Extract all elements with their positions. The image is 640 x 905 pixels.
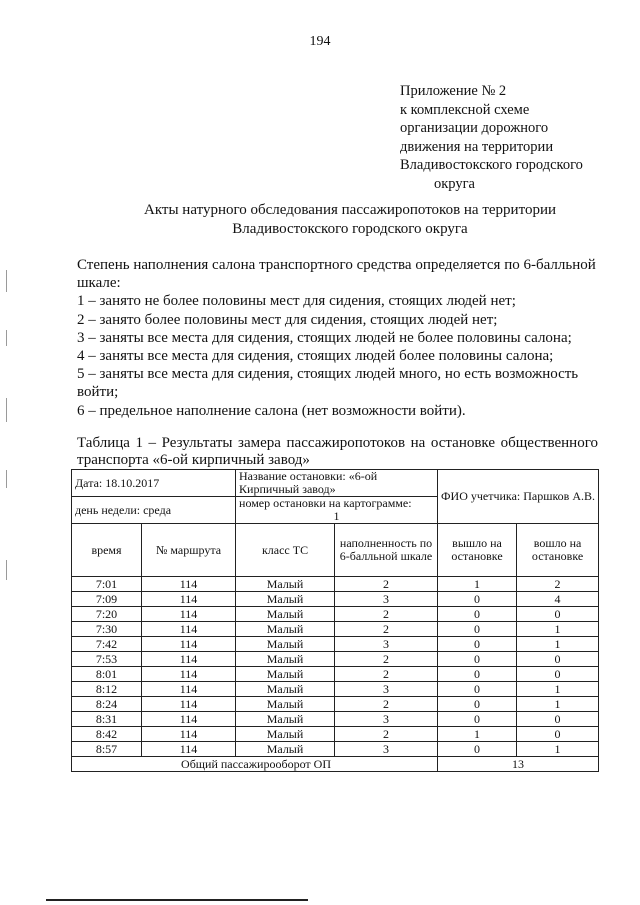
boarded-cell: 0 — [517, 667, 599, 682]
scan-margin-mark — [6, 560, 7, 580]
vehicle-class-cell: Малый — [236, 577, 335, 592]
table-row — [72, 712, 599, 727]
boarded-cell: 4 — [517, 592, 599, 607]
passenger-flow-table — [71, 469, 599, 772]
appendix-title: Приложение № 2 — [400, 83, 507, 99]
column-header-route: № маршрута — [142, 524, 236, 577]
time-cell: 8:01 — [72, 667, 142, 682]
vehicle-class-cell: Малый — [236, 727, 335, 742]
document-title-line: Владивостокского городского округа — [232, 220, 468, 237]
time-cell: 8:24 — [72, 697, 142, 712]
route-cell: 114 — [142, 727, 236, 742]
boarded-cell: 1 — [517, 622, 599, 637]
map-number-value: 1 — [333, 509, 340, 523]
document-title — [60, 201, 640, 238]
fill-level-cell: 2 — [335, 727, 438, 742]
table-caption-line: Таблица 1 – Результаты замера пассажиропотоков на остановке общественного — [77, 435, 598, 451]
vehicle-class-cell: Малый — [236, 637, 335, 652]
alighted-cell: 0 — [438, 652, 517, 667]
scan-margin-mark — [6, 398, 7, 422]
appendix-heading — [400, 82, 600, 193]
route-cell: 114 — [142, 577, 236, 592]
vehicle-class-cell: Малый — [236, 622, 335, 637]
route-cell: 114 — [142, 622, 236, 637]
scale-line: шкале: — [77, 275, 121, 292]
table-row — [72, 727, 599, 742]
vehicle-class-cell: Малый — [236, 682, 335, 697]
survey-date: Дата: 18.10.2017 — [72, 470, 236, 497]
fill-level-cell: 3 — [335, 712, 438, 727]
table-caption-line: транспорта «6-ой кирпичный завод» — [77, 452, 310, 468]
table-row — [72, 742, 599, 757]
table-row — [72, 637, 599, 652]
vehicle-class-cell: Малый — [236, 667, 335, 682]
time-cell: 8:12 — [72, 682, 142, 697]
boarded-cell: 0 — [517, 727, 599, 742]
route-cell: 114 — [142, 592, 236, 607]
scale-line: 6 – предельное наполнение салона (нет возможности войти). — [77, 402, 466, 419]
alighted-cell: 0 — [438, 667, 517, 682]
stop-name: Название остановки: «6-ой Кирпичный завод» — [236, 470, 438, 497]
scale-line: Степень наполнения салона транспортного средства определяется по 6-балльной — [77, 257, 596, 273]
boarded-cell: 1 — [517, 742, 599, 757]
route-cell: 114 — [142, 667, 236, 682]
vehicle-class-cell: Малый — [236, 712, 335, 727]
table-row — [72, 652, 599, 667]
scan-margin-mark — [6, 330, 7, 346]
route-cell: 114 — [142, 607, 236, 622]
alighted-cell: 0 — [438, 607, 517, 622]
fill-level-cell: 2 — [335, 622, 438, 637]
vehicle-class-cell: Малый — [236, 592, 335, 607]
boarded-cell: 1 — [517, 697, 599, 712]
alighted-cell: 0 — [438, 592, 517, 607]
scale-line: 4 – заняты все места для сидения, стоящих людей более половины салона; — [77, 348, 554, 365]
alighted-cell: 0 — [438, 712, 517, 727]
table-row — [72, 667, 599, 682]
table-row — [72, 697, 599, 712]
route-cell: 114 — [142, 637, 236, 652]
map-number-cell — [236, 497, 438, 524]
fill-level-cell: 3 — [335, 682, 438, 697]
column-header-fill-level: наполненность по 6-балльной шкале — [335, 524, 438, 577]
time-cell: 8:57 — [72, 742, 142, 757]
total-label: Общий пассажирооборот ОП — [72, 757, 438, 772]
alighted-cell: 0 — [438, 742, 517, 757]
appendix-line: к комплексной схеме — [400, 101, 530, 118]
route-cell: 114 — [142, 682, 236, 697]
time-cell: 7:01 — [72, 577, 142, 592]
alighted-cell: 0 — [438, 682, 517, 697]
alighted-cell: 1 — [438, 577, 517, 592]
boarded-cell: 1 — [517, 637, 599, 652]
vehicle-class-cell: Малый — [236, 607, 335, 622]
scale-line: 2 – занято более половины мест для сидения, стоящих людей нет; — [77, 311, 498, 328]
table-row — [72, 682, 599, 697]
time-cell: 8:42 — [72, 727, 142, 742]
alighted-cell: 0 — [438, 622, 517, 637]
appendix-line: организации дорожного — [400, 120, 549, 136]
table-row — [72, 607, 599, 622]
scan-margin-mark — [6, 270, 7, 292]
scale-line: 5 – заняты все места для сидения, стоящих людей много, но есть возможность — [77, 366, 579, 383]
fill-level-cell: 2 — [335, 697, 438, 712]
total-value: 13 — [438, 757, 599, 772]
fill-level-cell: 2 — [335, 652, 438, 667]
time-cell: 7:20 — [72, 607, 142, 622]
table-header-row — [72, 524, 599, 577]
total-row — [72, 757, 599, 772]
table-row — [72, 592, 599, 607]
boarded-cell: 1 — [517, 682, 599, 697]
vehicle-class-cell: Малый — [236, 697, 335, 712]
time-cell: 7:30 — [72, 622, 142, 637]
page-number: 194 — [309, 34, 331, 49]
scan-margin-mark — [6, 470, 7, 488]
fill-level-cell: 3 — [335, 592, 438, 607]
alighted-cell: 1 — [438, 727, 517, 742]
fill-scale-description — [77, 256, 607, 420]
vehicle-class-cell: Малый — [236, 742, 335, 757]
route-cell: 114 — [142, 697, 236, 712]
time-cell: 7:42 — [72, 637, 142, 652]
table-body — [72, 577, 599, 757]
boarded-cell: 0 — [517, 652, 599, 667]
alighted-cell: 0 — [438, 637, 517, 652]
map-number-label: номер остановки на картограмме: — [239, 496, 412, 510]
observer-name: ФИО учетчика: Паршков А.В. — [438, 470, 599, 524]
scale-line: 1 – занято не более половины мест для сидения, стоящих людей нет; — [77, 293, 516, 310]
fill-level-cell: 3 — [335, 742, 438, 757]
route-cell: 114 — [142, 742, 236, 757]
fill-level-cell: 2 — [335, 607, 438, 622]
column-header-time: время — [72, 524, 142, 577]
column-header-boarded: вошло на остановке — [517, 524, 599, 577]
boarded-cell: 0 — [517, 607, 599, 622]
document-title-line: Акты натурного обследования пассажиропотоков на территории — [144, 202, 556, 218]
appendix-line: движения на территории — [400, 138, 554, 155]
alighted-cell: 0 — [438, 697, 517, 712]
route-cell: 114 — [142, 652, 236, 667]
column-header-vehicle-class: класс ТС — [236, 524, 335, 577]
table-row — [72, 577, 599, 592]
fill-level-cell: 3 — [335, 637, 438, 652]
weekday: день недели: среда — [72, 497, 236, 524]
boarded-cell: 0 — [517, 712, 599, 727]
time-cell: 8:31 — [72, 712, 142, 727]
appendix-line: Владивостокского городского — [400, 157, 583, 173]
time-cell: 7:09 — [72, 592, 142, 607]
route-cell: 114 — [142, 712, 236, 727]
time-cell: 7:53 — [72, 652, 142, 667]
column-header-alighted: вышло на остановке — [438, 524, 517, 577]
fill-level-cell: 2 — [335, 577, 438, 592]
scale-line: 3 – заняты все места для сидения, стоящих людей не более половины салона; — [77, 329, 572, 346]
table-caption — [77, 435, 598, 469]
boarded-cell: 2 — [517, 577, 599, 592]
fill-level-cell: 2 — [335, 667, 438, 682]
table-row — [72, 622, 599, 637]
vehicle-class-cell: Малый — [236, 652, 335, 667]
appendix-line: округа — [434, 175, 475, 192]
footer-rule — [46, 899, 308, 901]
scale-line: войти; — [77, 384, 119, 401]
